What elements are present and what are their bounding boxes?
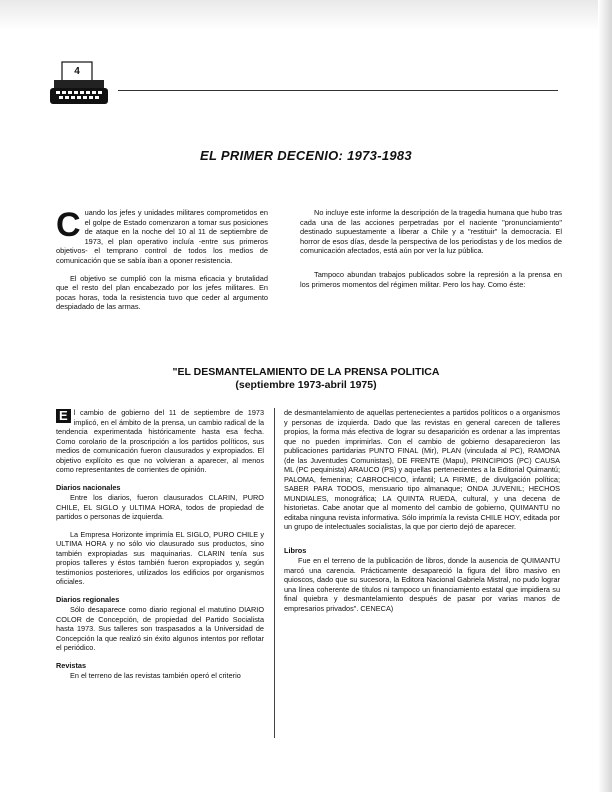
section-title-line-1: "EL DESMANTELAMIENTO DE LA PRENSA POLITICA [172,366,440,378]
intro-paragraph-4: Tampoco abundan trabajos publicados sobre la represión a la prensa en los primeros momentos del régimen militar. Pero los hay. Como éste: [300,269,562,289]
page-title: EL PRIMER DECENIO: 1973-1983 [200,148,412,163]
article-right-column [284,408,560,621]
article-paragraph-5: En el terreno de las revistas también operó el criterio [70,671,241,680]
article-text-1: l cambio de gobierno del 11 de septiembre de 1973 implicó, en el ámbito de la prensa, un cambio radical de la tendencia experimentada históricamente hasta esa fecha. Como corolario de la proscripción a los partidos políticos, sus medios de comunicación fueron clausurados y expropiados. El objetivo explícito es que no volvieran a aparecer, al menos como representantes de corrientes de opinión. [56,408,264,474]
scan-right-edge [598,0,612,792]
subhead-diarios-nacionales: Diarios nacionales [56,482,121,492]
section-title-line-2: (septiembre 1973-abril 1975) [235,379,377,391]
page-number: 4 [74,66,80,77]
intro-left-column [56,208,268,320]
column-divider [274,408,275,738]
article-paragraph-2: Entre los diarios, fueron clausurados CLARIN, PURO CHILE, EL SIGLO y ULTIMA HORA, todos de propiedad de partidos o personas de izquierda. [56,493,264,521]
article-paragraph-4: Sólo desaparece como diario regional el matutino DIARIO COLOR de Concepción, de propiedad del Partido Socialista hasta 1973. Sus talleres son traspasados a la Universidad de Concepción la que realizó sin éxito algunos intentos por reflotar el periódico. [56,605,264,652]
article-paragraph-6: de desmantelamiento de aquellas pertenecientes a partidos políticos o a organismos y personas de izquierda. Dado que las revistas en general carecen de talleres propios, la forma más efectiva de lograr su desaparición es ordenar a las imprentas que no pueden imprimirlas. Con el cambio de gobierno desaparecieron las publicaciones partidarias PUNTO FINAL (Mir), PLAN (vinculada al PC), RAMONA (de las Juventudes Comunistas), DE FRENTE (Mapu), PRINCIPIOS (PC) CAUSA ML (PC pequinista) ARAUCO (PS) y aquellas pertenecientes a la Editorial Quimantú; PALOMA, femenina; CABROCHICO, infantil; LA FIRME, de divulgación política; SABER PARA TODOS, mensuario tipo almanaque; ONDA JUVENIL; HECHOS MUNDIALES, monográfica; LA QUINTA RUEDA, cultural, y una decena de historietas. Cabe anotar que al momento del cambio de gobierno, QUIMANTU no editaba ninguna revista informativa. Sólo imprimía la revista CHILE HOY, editada por un grupo de intelectuales socialistas, la que por cierto dejó de aparecer. [284,408,560,531]
intro-right-column [300,208,562,297]
subhead-libros: Libros [284,545,307,555]
intro-paragraph-1 [56,208,268,266]
header-rule [118,90,558,91]
intro-paragraph-2: El objetivo se cumplió con la misma eficacia y brutalidad que el resto del plan encabezado por los jefes militares. En pocas horas, toda la resistencia tuvo que ceder al argumento despiadado de las armas. [56,273,268,312]
intro-paragraph-3: No incluye este informe la descripción de la tragedia humana que hubo tras cada una de las acciones perpetradas por el naciente "pronunciamiento" destinado supuestamente a liberar a Chile y a "restituir" la democracia. El horror de esos días, desde la perspectiva de los periodistas y de los medios de comunicación afectados, está aún por ver la luz pública. [300,208,562,256]
dropcap: C [56,206,81,244]
subhead-diarios-regionales: Diarios regionales [56,594,120,604]
boxed-dropcap: E [56,409,71,423]
scan-edge [0,0,612,30]
section-title [0,366,612,392]
article-paragraph-3: La Empresa Horizonte imprimía EL SIGLO, PURO CHILE y ULTIMA HORA y no sólo vio clausurado sus productos, sino también expropiadas sus maquinarias. CLARIN tenía sus propios talleres y éstos también fueron expropiados y, según testimonios posteriores, utilizados los edificios por organismos oficiales. [56,529,264,586]
subhead-revistas: Revistas [56,660,87,670]
intro-text-1: uando los jefes y unidades militares comprometidos en el golpe de Estado comenzaron a tomar sus posiciones de ataque en la noche del 10 al 11 de septiembre de 1973, el plan operativo incluía -entre sus primeros objetivos- el temprano control de todos los medios de comunicación que se sabía iban a oponer resistencia. [56,208,268,265]
article-paragraph-7: Fue en el terreno de la publicación de libros, donde la ausencia de QUIMANTU marcó una carencia. Prácticamente desapareció la figura del libro masivo en quioscos, dado que su sucesora, la Editora Nacional Gabriela Mistral, no pudo lograr una línea coherente de títulos ni tampoco un financiamiento estatal que impidiera su final quiebra y desmantelamiento después de pasar por varias manos de empresarios privados". CENECA) [284,556,560,613]
article-paragraph-1 [56,408,264,475]
article-left-column [56,408,264,689]
